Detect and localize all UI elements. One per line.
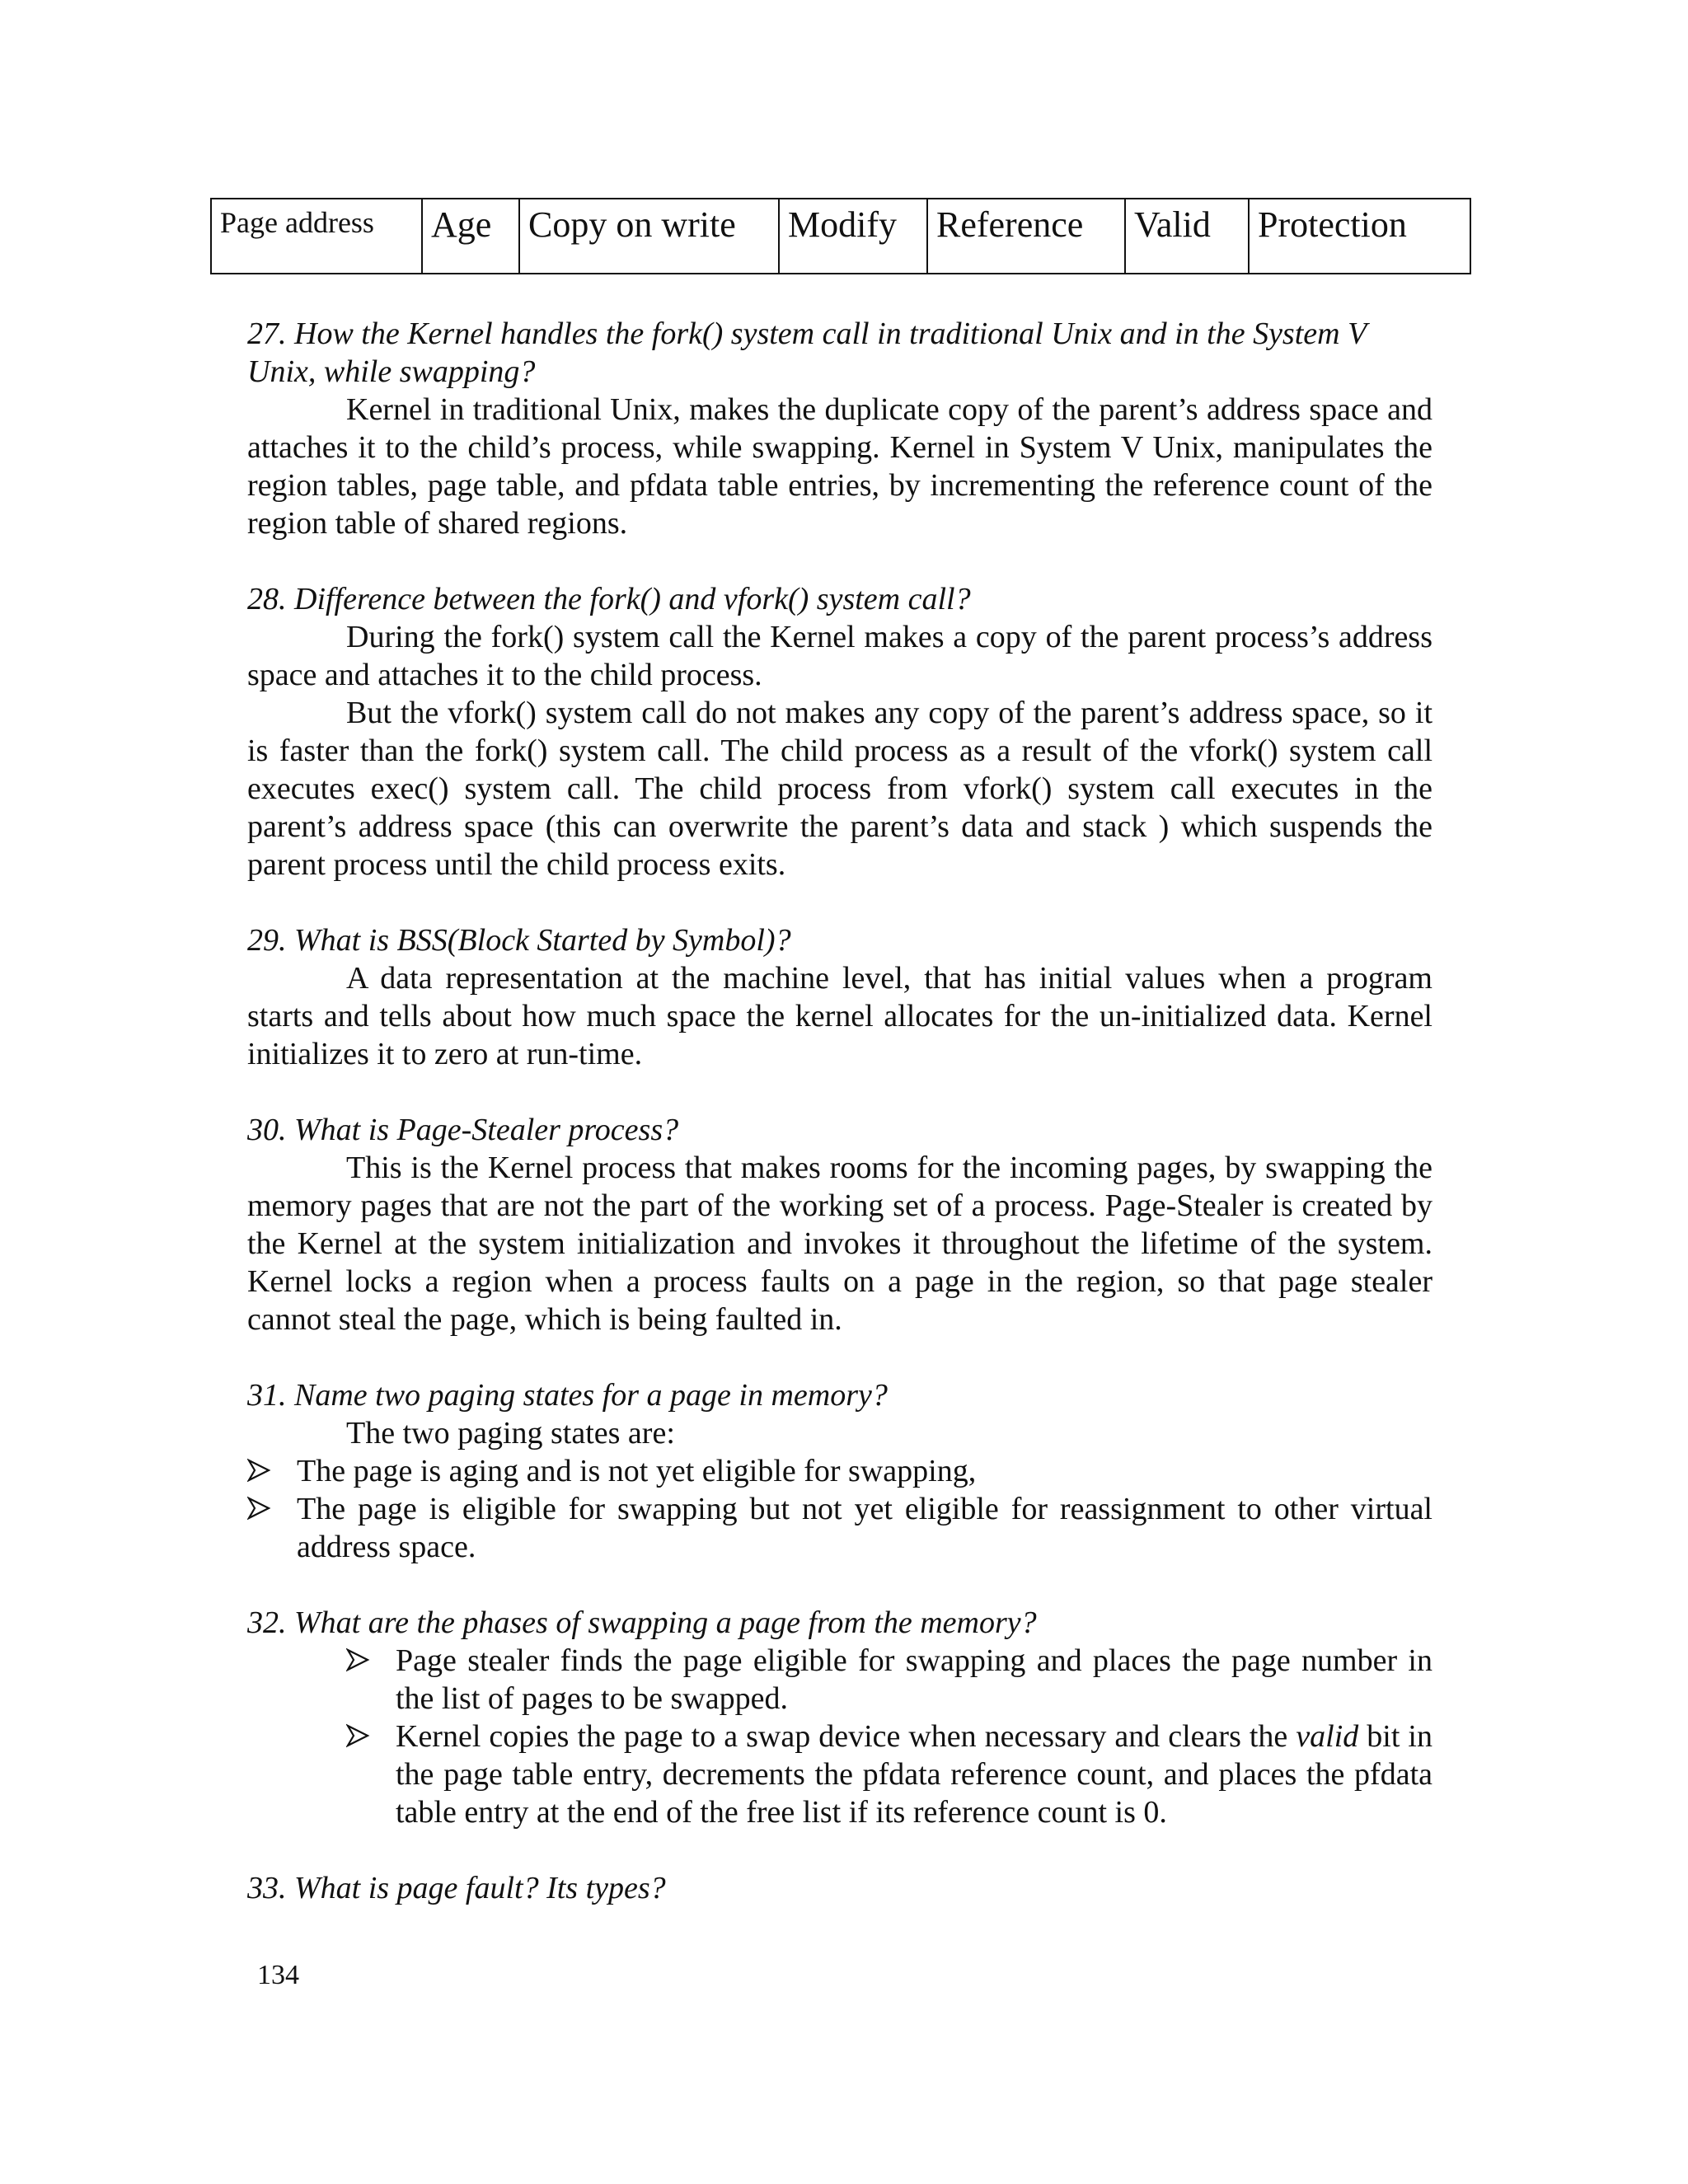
- section-q32: [247, 1604, 1432, 1831]
- question-31: 31. Name two paging states for a page in memory?: [247, 1378, 888, 1413]
- document-body: [247, 315, 1432, 1945]
- header-reference: Reference: [927, 199, 1125, 274]
- section-q28: [247, 580, 1432, 883]
- list-item-text-before: Kernel copies the page to a swap device when necessary and clears the: [396, 1719, 1296, 1754]
- header-modify: Modify: [779, 199, 927, 274]
- section-q33: [247, 1869, 1432, 1907]
- answer-27: Kernel in traditional Unix, makes the duplicate copy of the parent’s address space and attaches it to the child’s process, while swapping. Kernel in System V Unix, manipulates the region tables, page table, and pfdata table entries, by incrementing the reference count of the region table of shared regions.: [247, 392, 1432, 541]
- header-protection: Protection: [1249, 199, 1470, 274]
- header-page-address: Page address: [211, 199, 422, 274]
- question-32: 32. What are the phases of swapping a page from the memory?: [247, 1605, 1037, 1640]
- list-item: [247, 1642, 1432, 1718]
- answer-28-part1: During the fork() system call the Kernel makes a copy of the parent process’s address space and attaches it to the child process.: [247, 620, 1432, 692]
- question-27: 27. How the Kernel handles the fork() system call in traditional Unix and in the System V Unix, while swapping?: [247, 316, 1367, 389]
- answer-30: This is the Kernel process that makes rooms for the incoming pages, by swapping the memory pages that are not the part of the working set of a process. Page-Stealer is created by the Kernel at the system initialization and invokes it throughout the lifetime of the system. Kernel locks a region when a process faults on a page in the region, so that page stealer cannot steal the page, which is being faulted in.: [247, 1151, 1432, 1337]
- arrow-bullet-icon: [346, 1643, 371, 1676]
- arrow-bullet-icon: [346, 1719, 371, 1752]
- list-item-text: The page is eligible for swapping but not yet eligible for reassignment to other virtual address space.: [297, 1492, 1432, 1564]
- page-table-entry-fields: [210, 198, 1471, 274]
- header-copy-on-write: Copy on write: [519, 199, 779, 274]
- swap-phases-list: [247, 1642, 1432, 1831]
- list-item-text: The page is aging and is not yet eligible for swapping,: [297, 1454, 977, 1488]
- answer-28-part2: But the vfork() system call do not makes any copy of the parent’s address space, so it is faster than the fork() system call. The child process as a result of the vfork() system call executes exec() system call. The child process from vfork() system call executes in the parent’s address space (this can overwrite the parent’s data and stack ) which suspends the parent process until the child process exits.: [247, 696, 1432, 882]
- list-item-text: Page stealer finds the page eligible for swapping and places the page number in the list of pages to be swapped.: [396, 1643, 1432, 1716]
- page-number: 134: [257, 1960, 299, 1990]
- header-valid: Valid: [1125, 199, 1249, 274]
- section-q29: [247, 921, 1432, 1073]
- question-28: 28. Difference between the fork() and vfork() system call?: [247, 582, 971, 616]
- list-item: [247, 1718, 1432, 1831]
- header-age: Age: [422, 199, 519, 274]
- question-30: 30. What is Page-Stealer process?: [247, 1113, 679, 1147]
- answer-29: A data representation at the machine level, that has initial values when a program starts and tells about how much space the kernel allocates for the un-initialized data. Kernel initializes it to zero at run-time.: [247, 961, 1432, 1071]
- question-33: 33. What is page fault? Its types?: [247, 1871, 666, 1905]
- section-q27: [247, 315, 1432, 542]
- section-q30: [247, 1111, 1432, 1338]
- list-item: [247, 1452, 1432, 1490]
- table-row: [211, 199, 1470, 274]
- arrow-bullet-icon: [247, 1492, 272, 1525]
- list-item-emphasis: valid: [1296, 1719, 1359, 1754]
- paging-states-list: [247, 1452, 1432, 1566]
- list-item: [247, 1490, 1432, 1566]
- question-29: 29. What is BSS(Block Started by Symbol)?: [247, 923, 791, 958]
- section-q31: [247, 1376, 1432, 1566]
- answer-31-intro: The two paging states are:: [346, 1416, 675, 1451]
- arrow-bullet-icon: [247, 1454, 272, 1487]
- list-item-text-after: bit in the page table entry, decrements the pfdata reference count, and places the pfdata table entry at the end of the free list if its reference count is 0.: [396, 1719, 1432, 1830]
